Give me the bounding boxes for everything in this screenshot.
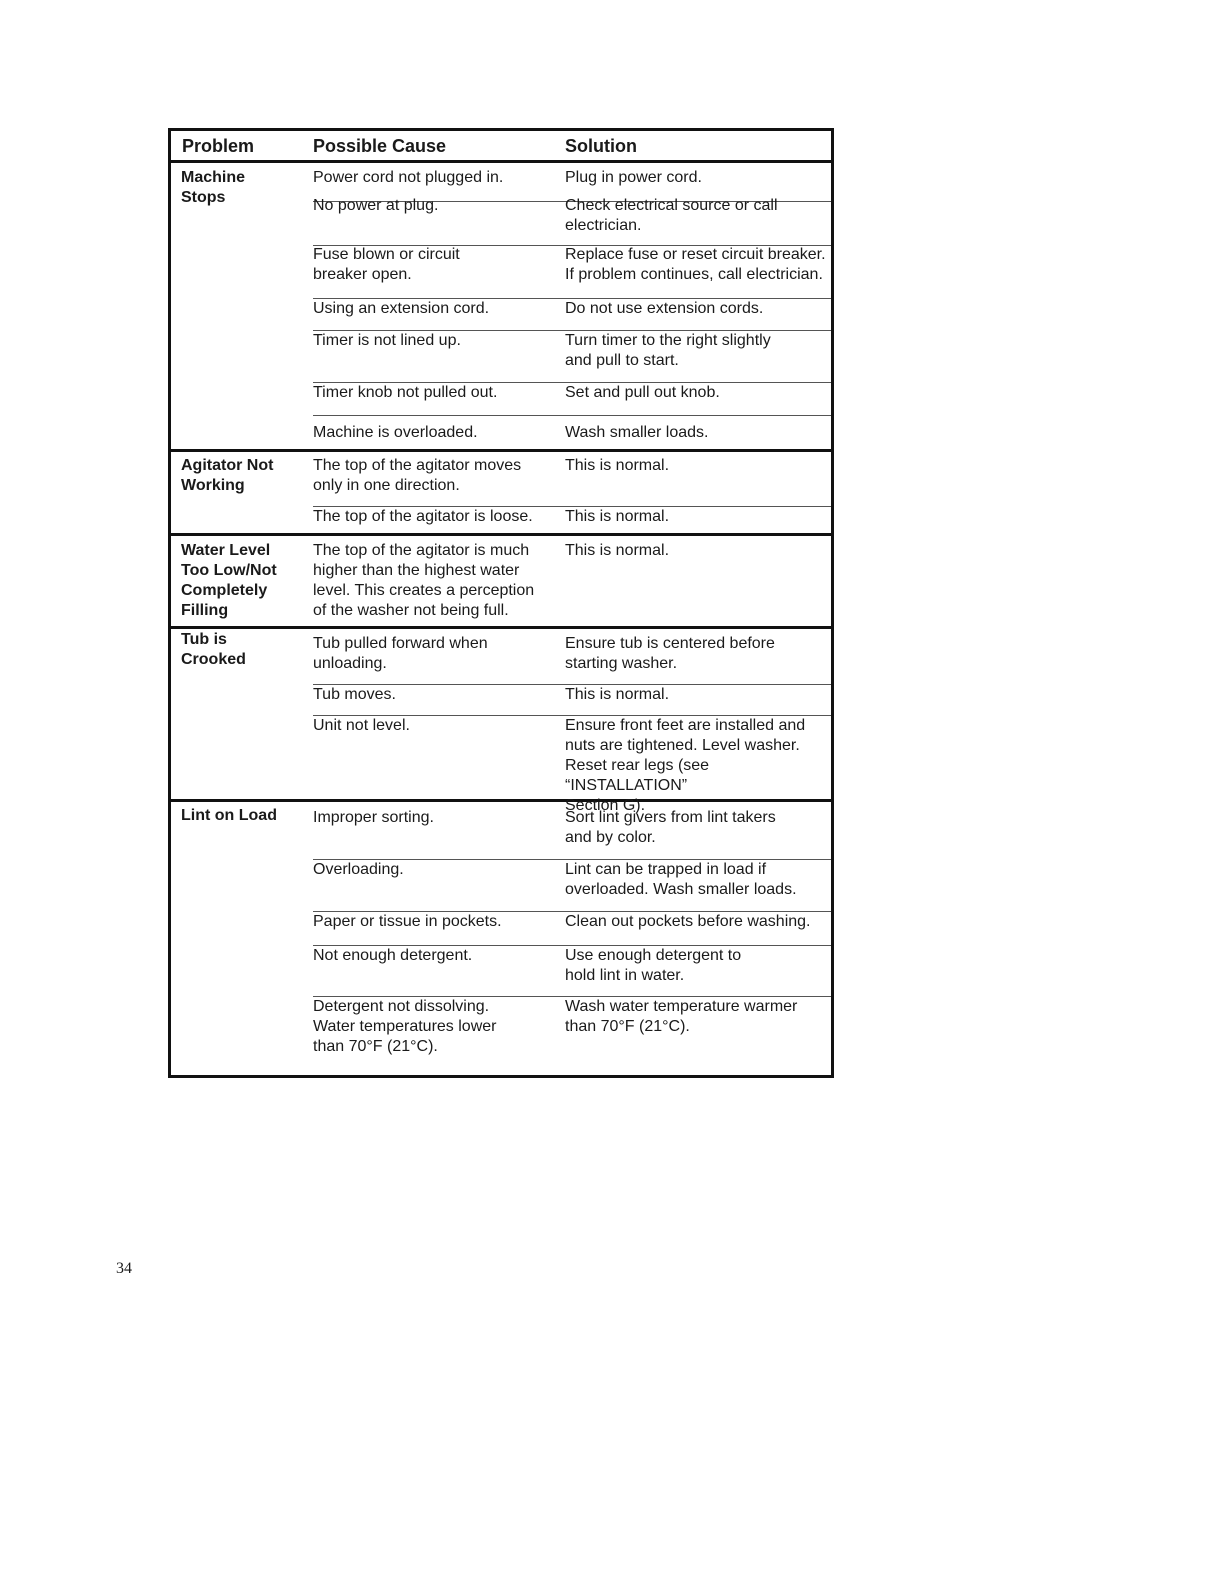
cause-cell: Overloading. (313, 861, 404, 878)
table-row (313, 716, 831, 814)
table-row (313, 196, 831, 246)
problem-label: Water Level Too Low/Not Completely Filling (181, 542, 277, 619)
table-row (313, 997, 831, 1075)
table-row (313, 331, 831, 383)
solution-cell: Check electrical source or call electrician. (565, 197, 778, 234)
solution-cell: Clean out pockets before washing. (565, 913, 811, 930)
solution-cell: This is normal. (565, 686, 670, 703)
problem-group (171, 802, 831, 1075)
table-row (313, 634, 831, 685)
solution-cell: Lint can be trapped in load if overloaded. Wash smaller loads. (565, 861, 797, 898)
cause-cell: Tub moves. (313, 686, 396, 703)
table-row (313, 299, 831, 331)
solution-cell: Turn timer to the right slightly and pull to start. (565, 332, 771, 369)
cause-cell: Fuse blown or circuit breaker open. (313, 246, 460, 283)
cause-cell: Improper sorting. (313, 809, 434, 826)
cause-cell: The top of the agitator moves only in one direction. (313, 457, 522, 494)
table-row (313, 383, 831, 416)
cause-cell: Tub pulled forward when unloading. (313, 635, 488, 672)
solution-cell: Wash water temperature warmer than 70°F (21°C). (565, 998, 798, 1035)
solution-cell: Wash smaller loads. (565, 424, 709, 441)
table-row (313, 685, 831, 716)
problem-label: Tub is Crooked (181, 631, 246, 668)
problem-label: Machine Stops (181, 169, 246, 206)
table-row (313, 423, 831, 453)
table-row (313, 541, 831, 629)
cause-cell: Unit not level. (313, 717, 410, 734)
table-row (313, 860, 831, 912)
cause-cell: Using an extension cord. (313, 300, 490, 317)
header-solution: Solution (565, 136, 637, 156)
table-row (313, 456, 831, 507)
solution-cell: Set and pull out knob. (565, 384, 720, 401)
problem-group (171, 452, 831, 536)
solution-cell: Sort lint givers from lint takers and by color. (565, 809, 776, 846)
problem-label: Agitator Not Working (181, 457, 274, 494)
solution-cell: Plug in power cord. (565, 169, 702, 186)
problem-group (171, 163, 831, 452)
cause-cell: The top of the agitator is loose. (313, 508, 533, 525)
solution-cell: Use enough detergent to hold lint in water. (565, 947, 742, 984)
troubleshooting-table (168, 128, 834, 1078)
cause-cell: Machine is overloaded. (313, 424, 478, 441)
header-problem: Problem (182, 136, 255, 156)
problem-label: Lint on Load (181, 807, 277, 824)
table-header (171, 131, 831, 163)
solution-cell: Ensure tub is centered before starting washer. (565, 635, 775, 672)
problem-group (171, 629, 831, 814)
solution-cell: This is normal. (565, 457, 670, 474)
solution-cell: This is normal. (565, 508, 670, 525)
solution-cell: Do not use extension cords. (565, 300, 764, 317)
cause-cell: The top of the agitator is much higher than the highest water level. This creates a perception of the washer not being full. (313, 542, 535, 619)
cause-cell: No power at plug. (313, 197, 439, 214)
cause-cell: Timer is not lined up. (313, 332, 461, 349)
solution-cell: This is normal. (565, 542, 670, 559)
solution-cell: Ensure front feet are installed and nuts are tightened. Level washer. Reset rear legs (see “INSTALLATION” Section G). (565, 717, 806, 814)
problem-group (171, 536, 831, 629)
cause-cell: Timer knob not pulled out. (313, 384, 498, 401)
header-cause: Possible Cause (313, 136, 447, 156)
cause-cell: Power cord not plugged in. (313, 169, 504, 186)
page-number: 34 (116, 1260, 132, 1277)
table-row (313, 912, 831, 946)
table-row (313, 507, 831, 536)
table-row (313, 946, 831, 997)
cause-cell: Detergent not dissolving. Water temperatures lower than 70°F (21°C). (313, 998, 497, 1055)
cause-cell: Not enough detergent. (313, 947, 473, 964)
table-row (313, 808, 831, 860)
solution-cell: Replace fuse or reset circuit breaker. If problem continues, call electrician. (565, 246, 826, 283)
table-row (313, 245, 831, 299)
cause-cell: Paper or tissue in pockets. (313, 913, 502, 930)
